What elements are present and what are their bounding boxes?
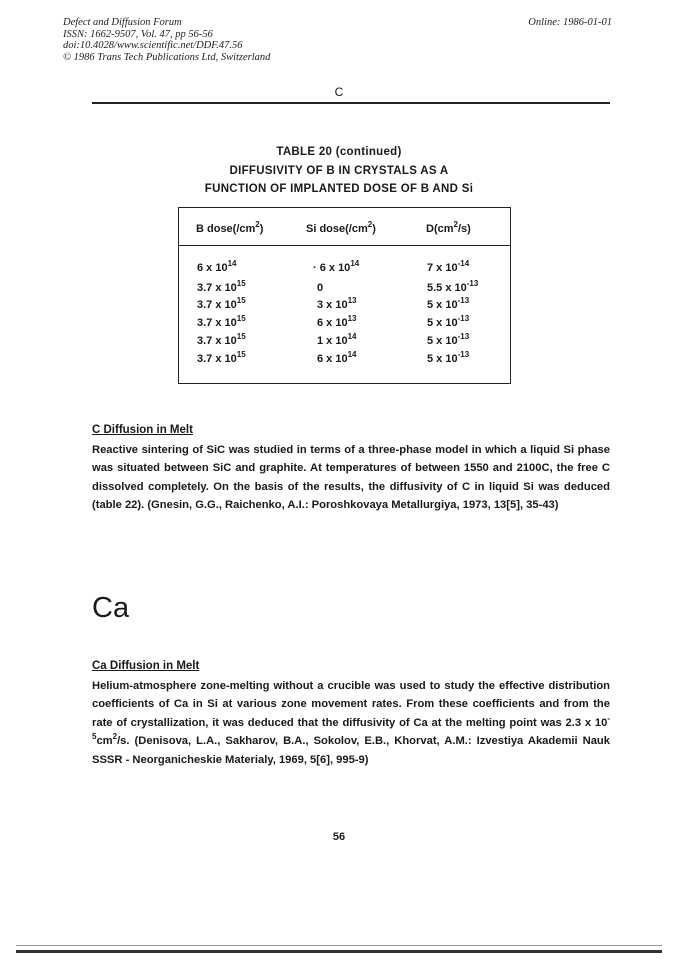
element-section-title: Ca <box>92 592 130 624</box>
section-letter: C <box>334 85 344 99</box>
header-line: ISSN: 1662-9507, Vol. 47, pp 56-56 <box>63 28 213 40</box>
table-cell: 5 x $10^{-13}$ <box>427 314 470 329</box>
table-header-rule <box>178 245 511 246</box>
col-header-b-dose: B $dose(/cm^2)$ <box>196 220 264 235</box>
col-header-diffusivity: $D(cm^2/s)$ <box>426 220 471 235</box>
col-header-si-dose: Si $dose(/cm^2)$ <box>306 220 376 235</box>
table-cell: 3.7 x $10^{15}$ <box>197 296 246 311</box>
table-cell: · 6 x $10^{14}$ <box>313 259 360 274</box>
table-cell: 0 <box>317 282 324 294</box>
table-caption-line: DIFFUSIVITY OF B IN CRYSTALS AS A <box>229 165 449 177</box>
footer-rule-thin <box>16 945 662 946</box>
footer-rule <box>16 950 662 953</box>
c-diffusion-paragraph: Reactive sintering of SiC was studied in terms of a three-phase model in which a liquid Si phase was situated between SiC and graphite. At temperatures of between 1550 and 2100C, the free C dissolved completely. On the basis of the results, the diffusivity of C in liquid Si was deduced (table 22). (Gnesin, G.G., Raichenko, A.I.: Poroshkovaya Metallurgiya, 1973, 13[5], 35-43) <box>92 444 610 512</box>
table-cell: 5 x $10^{-13}$ <box>427 296 470 311</box>
journal-header <box>63 17 270 63</box>
table-cell: 3 x $10^{13}$ <box>317 296 357 311</box>
table-cell: 3.7 x $10^{15}$ <box>197 314 246 329</box>
table-cell: 3.7 x $10^{15}$ <box>197 350 246 365</box>
table-cell: 5 x $10^{-13}$ <box>427 332 470 347</box>
table-caption-line: FUNCTION OF IMPLANTED DOSE OF B AND Si <box>204 183 474 195</box>
table-cell: 1 x $10^{14}$ <box>317 332 357 347</box>
table-cell: 6 x $10^{14}$ <box>197 259 237 274</box>
c-diffusion-heading: C Diffusion in Melt <box>92 424 193 436</box>
table-cell: 6 x $10^{14}$ <box>317 350 357 365</box>
table-caption-line: TABLE 20 (continued) <box>276 146 402 158</box>
online-date: Online: 1986-01-01 <box>528 17 612 28</box>
table-cell: 3.7 x $10^{15}$ <box>197 332 246 347</box>
header-line: © 1986 Trans Tech Publications Ltd, Switzerland <box>63 51 271 63</box>
section-rule <box>92 102 610 104</box>
table-cell: 5 x $10^{-13}$ <box>427 350 470 365</box>
page-number: 56 <box>332 831 346 843</box>
header-line: Defect and Diffusion Forum <box>63 17 182 28</box>
table-cell: 5.5 x $10^{-13}$ <box>427 279 479 294</box>
table-cell: 7 x $10^{-14}$ <box>427 259 470 274</box>
table-cell: 6 x $10^{13}$ <box>317 314 357 329</box>
header-line: doi:10.4028/www.scientific.net/DDF.47.56 <box>63 40 243 51</box>
ca-diffusion-heading: Ca Diffusion in Melt <box>92 660 200 672</box>
ca-diffusion-paragraph: Helium-atmosphere zone-melting without a crucible was used to study the effective distribution coefficients of Ca in Si at various zone movement rates. From these coefficients and from the rate of crystallization, it was deduced that the diffusivity of Ca at the melting point was 2.3 x $10^{-5}cm^2/s$. (Denisova, L.A., Sakharov, B.A., Sokolov, E.B., Khorvat, A.M.: Izvestiya Akademii Nauk SSSR - Neorganicheskie Materialy, 1969, 5[6], 995-9) <box>92 680 610 766</box>
table-cell: 3.7 x $10^{15}$ <box>197 279 246 294</box>
